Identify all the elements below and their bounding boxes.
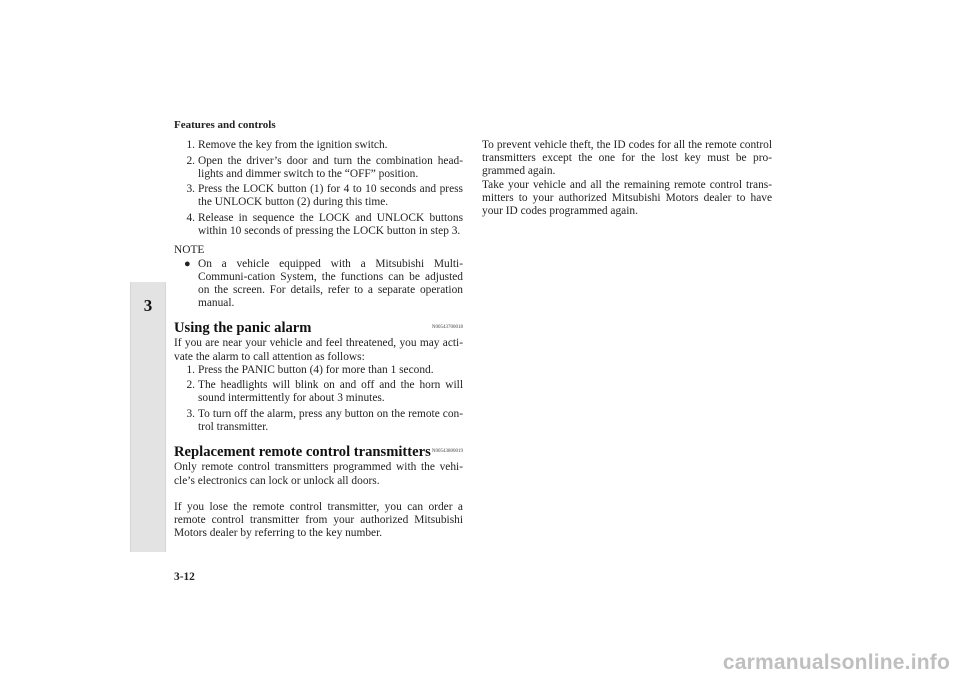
step-number: 3. [186,407,195,420]
step-number: 4. [186,211,195,224]
list-item [174,408,463,434]
replacement-heading: Replacement remote control transmitters [174,444,431,461]
ignition-steps-list [174,139,463,238]
step-number: 1. [186,363,195,376]
replacement-heading-row [174,441,463,461]
panic-steps-list [174,364,463,435]
replacement-paragraph-1: Only remote control transmitters programmed with the vehi-cle’s electronics can lock or unlock all doors. [174,461,463,487]
step-text: Press the PANIC button (4) for more than 1 second. [198,363,434,376]
panic-alarm-intro: If you are near your vehicle and feel threatened, you may acti-vate the alarm to call attention as follows: [174,337,463,363]
replacement-code: N00543800019 [431,449,463,455]
replacement-paragraph-2: If you lose the remote control transmitter, you can order a remote control transmitter from your authorized Mitsubishi Motors dealer by referring to the key number. [174,500,463,540]
right-paragraph-2: Take your vehicle and all the remaining remote control trans-mitters to your authorized Mitsubishi Motors dealer to have your ID codes programmed again. [482,178,772,218]
section-header-title: Features and controls [174,119,276,131]
panic-alarm-heading-row [174,317,463,337]
list-item [174,379,463,405]
step-text: To turn off the alarm, press any button on the remote con-trol transmitter. [198,407,463,434]
step-number: 2. [186,154,195,167]
note-label: NOTE [174,244,205,257]
list-item [174,364,463,377]
left-column [174,139,463,540]
right-paragraph-1: To prevent vehicle theft, the ID codes for all the remote control transmitters except the one for the lost key must be pro-grammed again. [482,139,772,178]
panic-alarm-code: N00543700018 [431,325,463,331]
step-text: Press the LOCK button (1) for 4 to 10 seconds and press the UNLOCK button (2) during this time. [198,183,463,209]
site-watermark: carmanualsonline.info [722,651,950,674]
chapter-tab [130,282,166,552]
chapter-number: 3 [143,296,153,315]
step-text: Release in sequence the LOCK and UNLOCK buttons within 10 seconds of pressing the LOCK button in step 3. [198,211,463,238]
bullet-icon: ● [184,257,191,270]
note-text: On a vehicle equipped with a Mitsubishi Multi-Communi-cation System, the functions can be adjusted on the screen. For details, refer to a separate operation manual. [198,257,463,310]
step-number: 1. [186,139,195,151]
list-item [174,139,463,152]
note-item [174,258,463,311]
list-item [174,212,463,238]
list-item [174,155,463,181]
step-number: 3. [186,183,195,196]
page-number: 3-12 [174,571,195,583]
right-column [482,139,772,218]
panic-alarm-heading: Using the panic alarm [174,320,312,337]
step-text: The headlights will blink on and off and the horn will sound intermittently for about 3 minutes. [198,379,463,405]
step-text: Open the driver’s door and turn the combination head-lights and dimmer switch to the “OFF” position. [198,154,463,180]
list-item [174,183,463,209]
step-number: 2. [186,379,195,392]
step-text: Remove the key from the ignition switch. [198,139,388,151]
